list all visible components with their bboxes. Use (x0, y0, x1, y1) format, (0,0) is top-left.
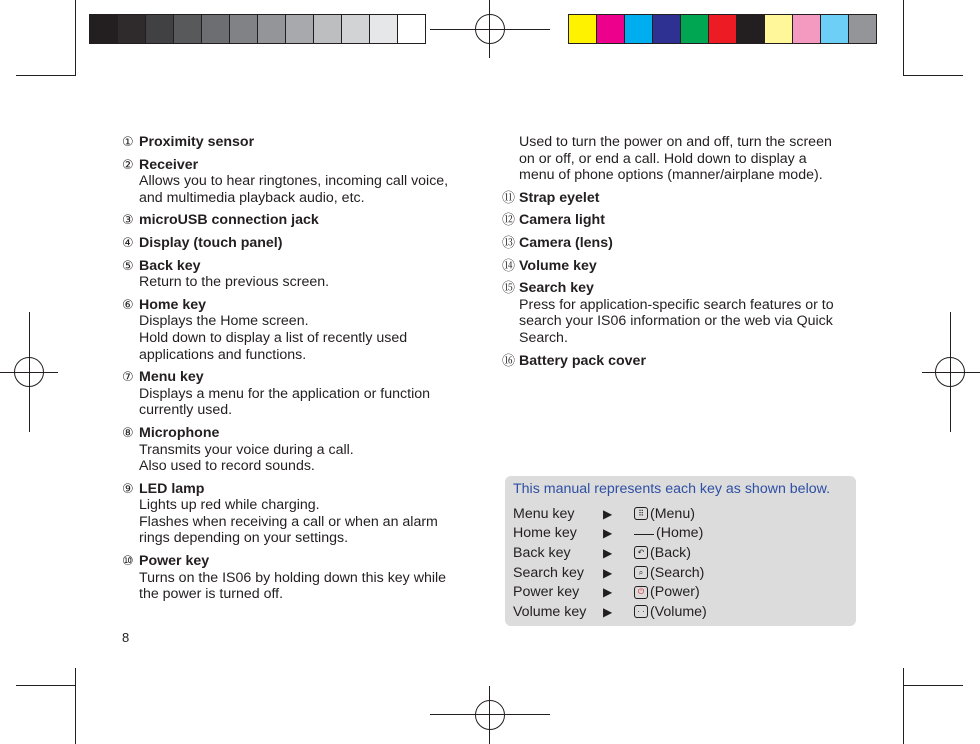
arrow-icon: ▶ (603, 506, 613, 521)
legend-row (513, 504, 848, 524)
color-swatch (848, 14, 877, 44)
legend-key-name: Home key (513, 525, 577, 542)
description-line: Turns on the IS06 by holding down this key while (139, 569, 447, 586)
legend-key-label: (Home) (656, 525, 704, 542)
list-item (122, 212, 472, 229)
item-description (122, 386, 472, 419)
item-title: microUSB connection jack (139, 212, 319, 229)
item-number: ② (122, 156, 134, 172)
item-number: ⑭ (502, 257, 516, 273)
item-number: ⑯ (502, 352, 516, 368)
legend-key-name: Back key (513, 544, 571, 561)
right-column (502, 134, 862, 375)
color-swatch (117, 14, 146, 44)
item-title: Camera light (519, 212, 605, 229)
description-line: menu of phone options (manner/airplane mode). (519, 167, 823, 184)
color-swatch (596, 14, 625, 44)
item-heading (502, 353, 862, 370)
item-title: Receiver (139, 156, 199, 173)
color-swatch (145, 14, 174, 44)
item-number: ⑧ (122, 424, 134, 440)
description-line: and multimedia playback audio, etc. (139, 189, 365, 206)
description-line: Displays the Home screen. (139, 313, 309, 330)
item-title: Back key (139, 257, 201, 274)
description-line: on or off, or end a call. Hold down to display a (519, 150, 807, 167)
item-description (122, 497, 472, 547)
item-heading (122, 553, 472, 570)
legend-row (513, 582, 848, 602)
list-item (122, 157, 472, 207)
item-title: Display (touch panel) (139, 234, 283, 251)
item-number: ① (122, 134, 134, 149)
item-number: ⑨ (122, 480, 134, 496)
item-heading (122, 258, 472, 275)
item-heading (502, 190, 862, 207)
item-description (122, 313, 472, 363)
list-item (122, 369, 472, 419)
color-swatch (568, 14, 597, 44)
item-number: ⑫ (502, 212, 516, 228)
color-swatch (764, 14, 793, 44)
list-item (122, 235, 472, 252)
color-swatch (624, 14, 653, 44)
item-heading (502, 212, 862, 229)
left-column (122, 134, 472, 609)
color-swatch (792, 14, 821, 44)
list-item (122, 258, 472, 291)
color-swatch (89, 14, 118, 44)
legend-key-name: Menu key (513, 505, 575, 522)
description-line: applications and functions. (139, 346, 307, 363)
legend-row (513, 563, 848, 583)
list-item (122, 553, 472, 603)
legend-key-name: Search key (513, 564, 584, 581)
description-line: Search. (519, 329, 568, 346)
color-swatch (257, 14, 286, 44)
legend-title: This manual represents each key as shown below. (513, 481, 831, 497)
list-item (122, 481, 472, 547)
list-item (502, 258, 862, 275)
legend-row (513, 524, 848, 544)
description-line: Transmits your voice during a call. (139, 441, 354, 458)
arrow-icon: ▶ (603, 565, 613, 580)
item-heading (122, 157, 472, 174)
list-item (502, 190, 862, 207)
legend-key-label: (Back) (650, 544, 691, 561)
arrow-icon: ▶ (603, 545, 613, 560)
item-title: Power key (139, 553, 210, 570)
menu-key-icon: ⠿ (634, 507, 648, 520)
description-line: Flashes when receiving a call or when an alarm (139, 513, 438, 530)
description-line: Also used to record sounds. (139, 458, 315, 475)
legend-key-label: (Power) (650, 584, 700, 601)
item-number: ④ (122, 234, 134, 250)
list-item (502, 235, 862, 252)
description-line: search your IS06 information or the web via Quick (519, 313, 833, 330)
description-line: currently used. (139, 402, 233, 419)
list-item (122, 425, 472, 475)
color-swatch (201, 14, 230, 44)
back-key-icon: ↶ (634, 546, 648, 559)
item-number: ⑪ (502, 189, 516, 205)
item-number: ⑦ (122, 369, 134, 385)
legend-key-label: (Search) (650, 564, 705, 581)
list-item (122, 297, 472, 363)
color-swatch (285, 14, 314, 44)
item-heading (122, 425, 472, 442)
description-line: Displays a menu for the application or function (139, 385, 431, 402)
legend-key-label: (Menu) (650, 505, 695, 522)
color-swatch (680, 14, 709, 44)
item-title: Search key (519, 280, 594, 297)
color-swatch (313, 14, 342, 44)
item-title: Proximity sensor (139, 134, 255, 150)
description-line: Allows you to hear ringtones, incoming call voice, (139, 173, 449, 190)
description-line: Hold down to display a list of recently used (139, 329, 408, 346)
item-description (122, 274, 472, 291)
color-swatch (341, 14, 370, 44)
item-title: Strap eyelet (519, 189, 600, 206)
list-item (502, 353, 862, 370)
page-number: 8 (122, 630, 130, 645)
item-description (502, 297, 862, 347)
description-line: Lights up red while charging. (139, 497, 320, 514)
item-heading (122, 369, 472, 386)
description-line: Used to turn the power on and off, turn the screen (519, 134, 832, 150)
item-number: ⑤ (122, 257, 134, 273)
item-description (122, 570, 472, 603)
list-item (502, 280, 862, 346)
legend-key-label: (Volume) (650, 603, 707, 620)
item-title: Volume key (519, 257, 597, 274)
home-key-icon (634, 534, 654, 535)
description-line: Press for application-specific search features or to (519, 296, 834, 313)
item-title: LED lamp (139, 480, 205, 497)
item-title: Home key (139, 296, 207, 313)
legend-row (513, 602, 848, 622)
legend-row (513, 543, 848, 563)
item-heading (502, 235, 862, 252)
item-heading (122, 212, 472, 229)
item-number: ③ (122, 212, 134, 228)
description-line: the power is turned off. (139, 586, 284, 603)
item-title: Camera (lens) (519, 234, 613, 251)
color-swatch (173, 14, 202, 44)
arrow-icon: ▶ (603, 604, 613, 619)
item-title: Microphone (139, 424, 220, 441)
item-heading (502, 280, 862, 297)
list-item (502, 212, 862, 229)
color-swatch (652, 14, 681, 44)
item-number: ⑬ (502, 234, 516, 250)
item-description (122, 173, 472, 206)
color-swatch (229, 14, 258, 44)
item-title: Menu key (139, 369, 204, 386)
power-key-description-continued (502, 134, 862, 184)
color-swatch (820, 14, 849, 44)
legend-key-name: Power key (513, 584, 580, 601)
item-heading (122, 134, 472, 151)
search-key-icon: ⌕ (634, 566, 648, 579)
item-heading (502, 258, 862, 275)
arrow-icon: ▶ (603, 585, 613, 600)
item-description (122, 442, 472, 475)
arrow-icon: ▶ (603, 526, 613, 541)
item-number: ⑩ (122, 553, 134, 569)
color-swatch (736, 14, 765, 44)
item-number: ⑮ (502, 280, 516, 296)
process-color-bar (568, 14, 876, 44)
color-swatch (708, 14, 737, 44)
legend-key-name: Volume key (513, 603, 587, 620)
description-line: rings depending on your settings. (139, 530, 349, 547)
item-heading (122, 235, 472, 252)
color-swatch (397, 14, 426, 44)
gray-color-bar (89, 14, 425, 44)
item-heading (122, 297, 472, 314)
key-legend-box (505, 476, 856, 626)
description-line: Return to the previous screen. (139, 274, 330, 291)
color-swatch (369, 14, 398, 44)
volume-key-icon: · · (634, 605, 648, 618)
list-item (122, 134, 472, 151)
item-title: Battery pack cover (519, 352, 646, 369)
item-heading (122, 481, 472, 498)
power-key-icon: ⏻ (634, 586, 648, 599)
item-number: ⑥ (122, 296, 134, 312)
